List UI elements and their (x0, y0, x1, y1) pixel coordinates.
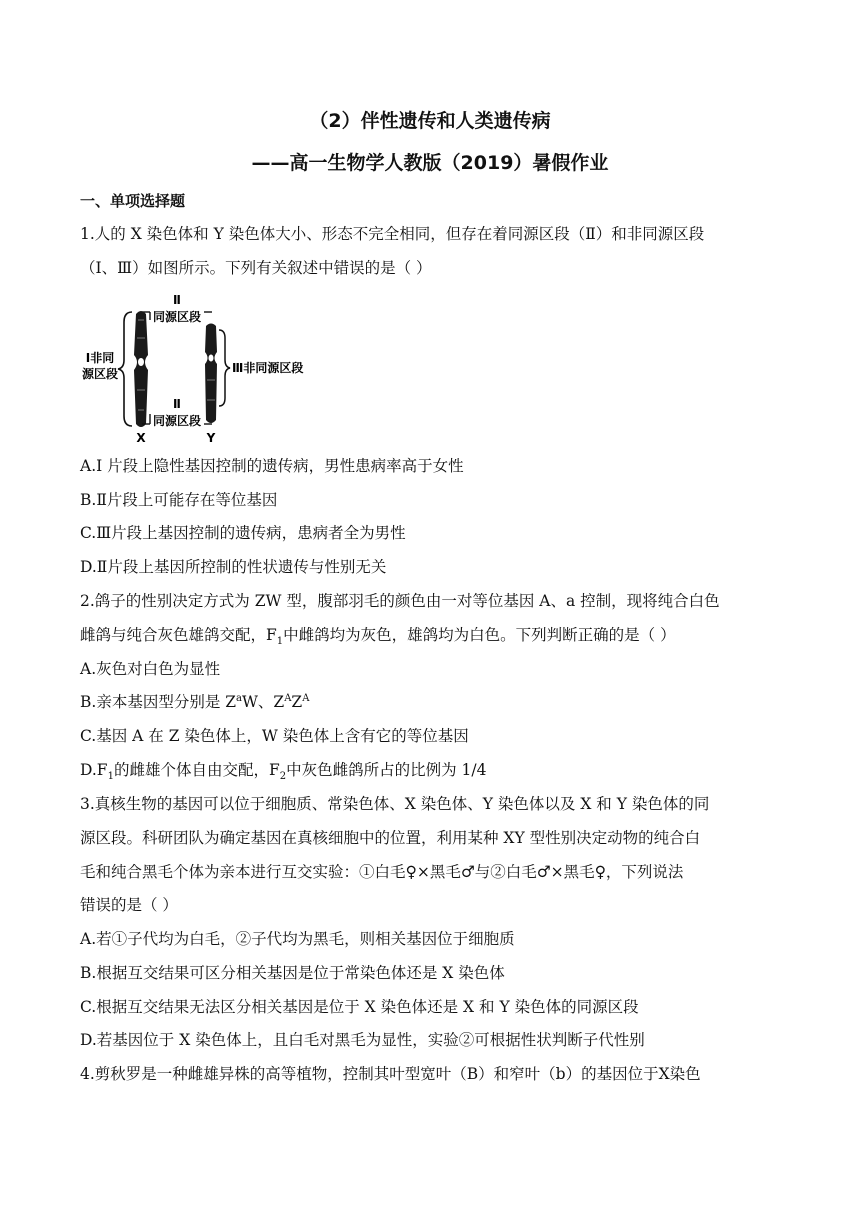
y-chromosome (205, 324, 217, 424)
section-heading: 一、单项选择题 (80, 192, 186, 210)
q3-option-a: A.若①子代均为白毛，②子代均为黑毛，则相关基因位于细胞质 (80, 930, 515, 948)
x-centromere (138, 358, 144, 366)
q2-stem-line-1: 2.鸽子的性别决定方式为 ZW 型，腹部羽毛的颜色由一对等位基因 A、a 控制，现将纯合白色 (80, 592, 720, 610)
label-x: X (136, 431, 146, 445)
q3-stem-line-4: 错误的是（ ） (80, 896, 178, 914)
q3-option-c: C.根据互交结果无法区分相关基因是位于 X 染色体还是 X 和 Y 染色体的同源区段 (80, 998, 639, 1016)
label-homologous-top: 同源区段 (152, 310, 202, 324)
label-iii: Ⅲ非同源区段 (232, 361, 304, 375)
q3-stem-line-3: 毛和纯合黑毛个体为亲本进行互交实验：①白毛♀×黑毛♂与②白毛♂×黑毛♀，下列说法 (80, 863, 684, 881)
label-y: Y (206, 431, 216, 445)
q1-option-d: D.Ⅱ片段上基因所控制的性状遗传与性别无关 (80, 558, 387, 576)
y-centromere (209, 355, 214, 362)
q2-option-a: A.灰色对白色为显性 (80, 660, 221, 678)
title-line-1: （2）伴性遗传和人类遗传病 (309, 110, 551, 132)
left-brace (118, 312, 132, 426)
q1-stem-line-1: 1.人的 X 染色体和 Y 染色体大小、形态不完全相同，但存在着同源区段（Ⅱ）和非同源区段 (80, 225, 705, 243)
label-i-line-2: 源区段 (81, 367, 119, 381)
xy-chromosome-diagram (80, 290, 320, 445)
q2-option-d: $D.F_1$的雌雄个体自由交配，$F_2$中灰色雌鸽所占的比例为 1/4 (80, 761, 487, 783)
q1-stem-line-2: （Ⅰ、Ⅲ）如图所示。下列有关叙述中错误的是（ ） (80, 259, 432, 277)
q1-option-b: B.Ⅱ片段上可能存在等位基因 (80, 491, 278, 509)
label-ii-bottom: Ⅱ (173, 397, 181, 411)
q2-option-b: B.亲本基因型分别是 $Z^aW$、$Z^AZ^A$ (80, 692, 310, 711)
q3-stem-line-2: 源区段。科研团队为确定基因在真核细胞中的位置，利用某种 XY 型性别决定动物的纯合白 (80, 829, 701, 847)
title-line-2: ——高一生物学人教版（2019）暑假作业 (251, 152, 609, 174)
q4-stem-line-1: 4.剪秋罗是一种雌雄异株的高等植物，控制其叶型宽叶（B）和窄叶（b）的基因位于X染色 (80, 1065, 701, 1083)
q3-stem-line-1: 3.真核生物的基因可以位于细胞质、常染色体、X 染色体、Y 染色体以及 X 和 Y 染色体的同 (80, 795, 710, 813)
label-i-line-1: Ⅰ非同 (85, 351, 115, 365)
q1-option-a: A.I 片段上隐性基因控制的遗传病，男性患病率高于女性 (80, 457, 464, 475)
right-brace (219, 330, 230, 406)
q2-option-c: C.基因 A 在 Z 染色体上，W 染色体上含有它的等位基因 (80, 727, 469, 745)
q3-option-b: B.根据互交结果可区分相关基因是位于常染色体还是 X 染色体 (80, 964, 505, 982)
label-homologous-bottom: 同源区段 (152, 414, 202, 428)
q2-stem-line-2: 雌鸽与纯合灰色雄鸽交配，$F_1$中雌鸽均为灰色，雄鸽均为白色。下列判断正确的是（ ） (80, 626, 676, 648)
q1-option-c: C.Ⅲ片段上基因控制的遗传病，患病者全为男性 (80, 524, 406, 542)
q3-option-d: D.若基因位于 X 染色体上，且白毛对黑毛为显性，实验②可根据性状判断子代性别 (80, 1031, 645, 1049)
label-ii-top: Ⅱ (173, 293, 181, 307)
